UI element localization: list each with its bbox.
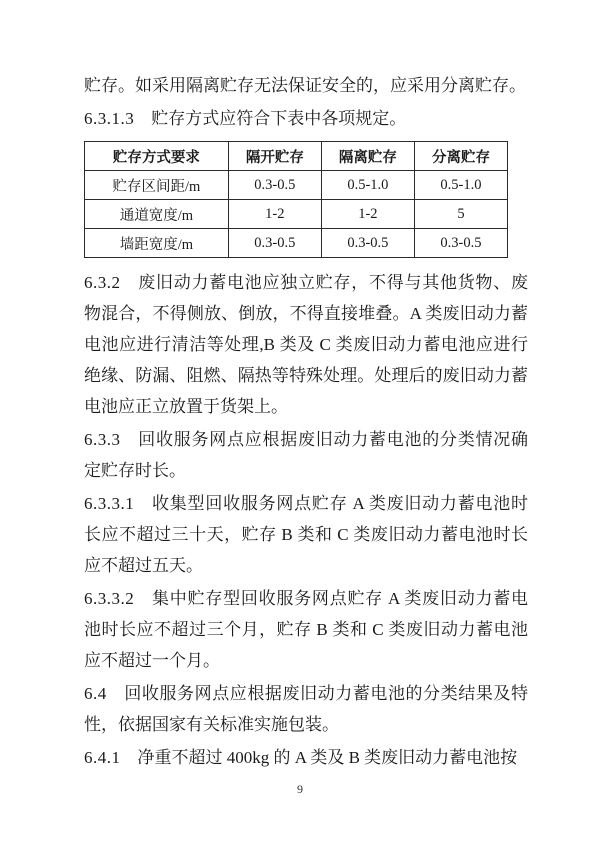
- section-text: 收集型回收服务网点贮存 A 类废旧动力蓄电池时长应不超过三十天，贮存 B 类和 C 类废旧动力蓄电池时长应不超过五天。: [84, 494, 528, 575]
- table-header-cell: 分离贮存: [414, 142, 507, 171]
- section-6-3-3-2: [84, 583, 528, 676]
- section-text: 贮存方式应符合下表中各项规定。: [151, 109, 407, 128]
- table-header-cell: 隔离贮存: [321, 142, 414, 171]
- table-cell: 0.3-0.5: [228, 171, 321, 200]
- section-number: 6.4.1: [84, 748, 121, 767]
- section-number: 6.4: [84, 684, 107, 703]
- section-6-4-1: [84, 742, 528, 773]
- paragraph-text: 贮存。如采用隔离贮存无法保证安全的，应采用分离贮存。: [84, 76, 526, 95]
- paragraph-continuation: [84, 70, 528, 101]
- table-cell: 墙距宽度/m: [85, 229, 229, 258]
- section-6-3-3: [84, 424, 528, 486]
- section-number: 6.3.3: [84, 430, 121, 449]
- page-number-footer: 9: [297, 782, 303, 796]
- section-number: 6.3.3.1: [84, 494, 135, 513]
- table-cell: 0.5-1.0: [414, 171, 507, 200]
- table-header-cell: 隔开贮存: [228, 142, 321, 171]
- table-cell: 1-2: [321, 200, 414, 229]
- table-row: [85, 229, 508, 258]
- table-cell: 0.3-0.5: [228, 229, 321, 258]
- storage-spec-table: [84, 141, 508, 258]
- section-6-3-3-1: [84, 488, 528, 581]
- section-number: 6.3.2: [84, 273, 121, 292]
- section-number: 6.3.3.2: [84, 589, 135, 608]
- table-cell: 通道宽度/m: [85, 200, 229, 229]
- table-cell: 贮存区间距/m: [85, 171, 229, 200]
- section-text: 回收服务网点应根据废旧动力蓄电池的分类结果及特性，依据国家有关标准实施包装。: [84, 684, 528, 734]
- table-cell: 0.3-0.5: [321, 229, 414, 258]
- table-cell: 0.3-0.5: [414, 229, 507, 258]
- table-header-cell: 贮存方式要求: [85, 142, 229, 171]
- section-text: 废旧动力蓄电池应独立贮存，不得与其他货物、废物混合，不得侧放、倒放，不得直接堆叠。A 类废旧动力蓄电池应进行清洁等处理,B 类及 C 类废旧动力蓄电池应进行绝缘、防漏、阻燃、隔热等特殊处理。处理后的废旧动力蓄电池应正立放置于货架上。: [84, 273, 528, 416]
- table-cell: 0.5-1.0: [321, 171, 414, 200]
- table-header-row: [85, 142, 508, 171]
- table-cell: 5: [414, 200, 507, 229]
- table-row: [85, 200, 508, 229]
- section-number: 6.3.1.3: [84, 109, 135, 128]
- section-6-4: [84, 678, 528, 740]
- section-text: 净重不超过 400kg 的 A 类及 B 类废旧动力蓄电池按: [137, 748, 518, 767]
- section-6-3-2: [84, 267, 528, 422]
- section-text: 集中贮存型回收服务网点贮存 A 类废旧动力蓄电池时长应不超过三个月，贮存 B 类和 C 类废旧动力蓄电池应不超过一个月。: [84, 589, 528, 670]
- section-6-3-1-3: [84, 103, 528, 134]
- table-cell: 1-2: [228, 200, 321, 229]
- section-text: 回收服务网点应根据废旧动力蓄电池的分类情况确定贮存时长。: [84, 430, 528, 480]
- table-row: [85, 171, 508, 200]
- page-content: [84, 68, 528, 775]
